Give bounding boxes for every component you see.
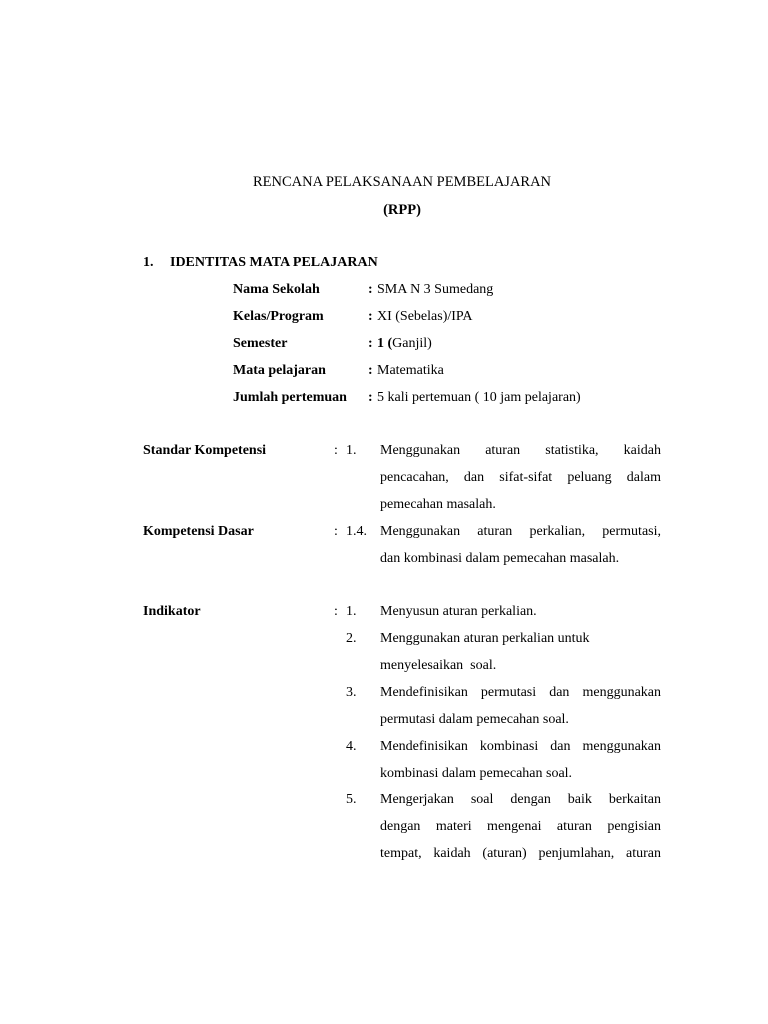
identity-colon: : [368,336,373,351]
semester-number: 1 ( [377,336,393,351]
kompetensi-line: dan kombinasi dalam pemecahan masalah. [380,551,620,566]
indikator-line: Mengerjakan soal dengan baik berkaitan [380,792,661,807]
identity-value: 5 kali pertemuan ( 10 jam pelajaran) [377,390,581,405]
identity-colon: : [368,390,373,405]
indikator-line: Mendefinisikan kombinasi dan menggunakan [380,739,661,754]
indikator-number: 4. [346,739,357,754]
identity-value: XI (Sebelas)/IPA [377,309,473,324]
identity-value: SMA N 3 Sumedang [377,282,494,297]
section-heading: IDENTITAS MATA PELAJARAN [170,255,378,270]
identity-value: Matematika [377,363,444,378]
indikator-number: 2. [346,631,357,646]
identity-colon: : [368,309,373,324]
indikator-label: Indikator [143,604,201,619]
identity-value [377,336,432,352]
section-number: 1. [143,255,154,270]
identity-label: Mata pelajaran [233,363,326,378]
standar-number: 1. [346,443,357,458]
standar-colon: : [334,443,338,458]
identity-label: Jumlah pertemuan [233,390,347,405]
document-title: RENCANA PELAKSANAAN PEMBELAJARAN [252,174,552,190]
standar-label: Standar Kompetensi [143,443,267,458]
identity-label: Kelas/Program [233,309,324,324]
indikator-line: Menggunakan aturan perkalian untuk [380,631,590,646]
identity-label: Nama Sekolah [233,282,320,297]
kompetensi-line: Menggunakan aturan perkalian, permutasi, [380,524,661,539]
document-subtitle: (RPP) [383,202,421,218]
standar-line: pemecahan masalah. [380,497,496,512]
indikator-line: dengan materi mengenai aturan pengisian [380,819,661,834]
indikator-number: 1. [346,604,357,619]
indikator-line: menyelesaikan soal. [380,658,497,673]
identity-label: Semester [233,336,288,351]
indikator-number: 5. [346,792,357,807]
kompetensi-label: Kompetensi Dasar [143,524,254,539]
indikator-line: Mendefinisikan permutasi dan menggunakan [380,685,661,700]
kompetensi-colon: : [334,524,338,539]
indikator-line: permutasi dalam pemecahan soal. [380,712,569,727]
kompetensi-number: 1.4. [346,524,367,539]
indikator-colon: : [334,604,338,619]
identity-colon: : [368,282,373,297]
standar-line: pencacahan, dan sifat-sifat peluang dalam [380,470,661,485]
indikator-line: Menyusun aturan perkalian. [380,604,537,619]
semester-name: Ganjil) [392,336,432,351]
standar-line: Menggunakan aturan statistika, kaidah [380,443,661,458]
indikator-line: kombinasi dalam pemecahan soal. [380,766,573,781]
indikator-line: tempat, kaidah (aturan) penjumlahan, aturan [380,846,661,861]
identity-colon: : [368,363,373,378]
indikator-number: 3. [346,685,357,700]
